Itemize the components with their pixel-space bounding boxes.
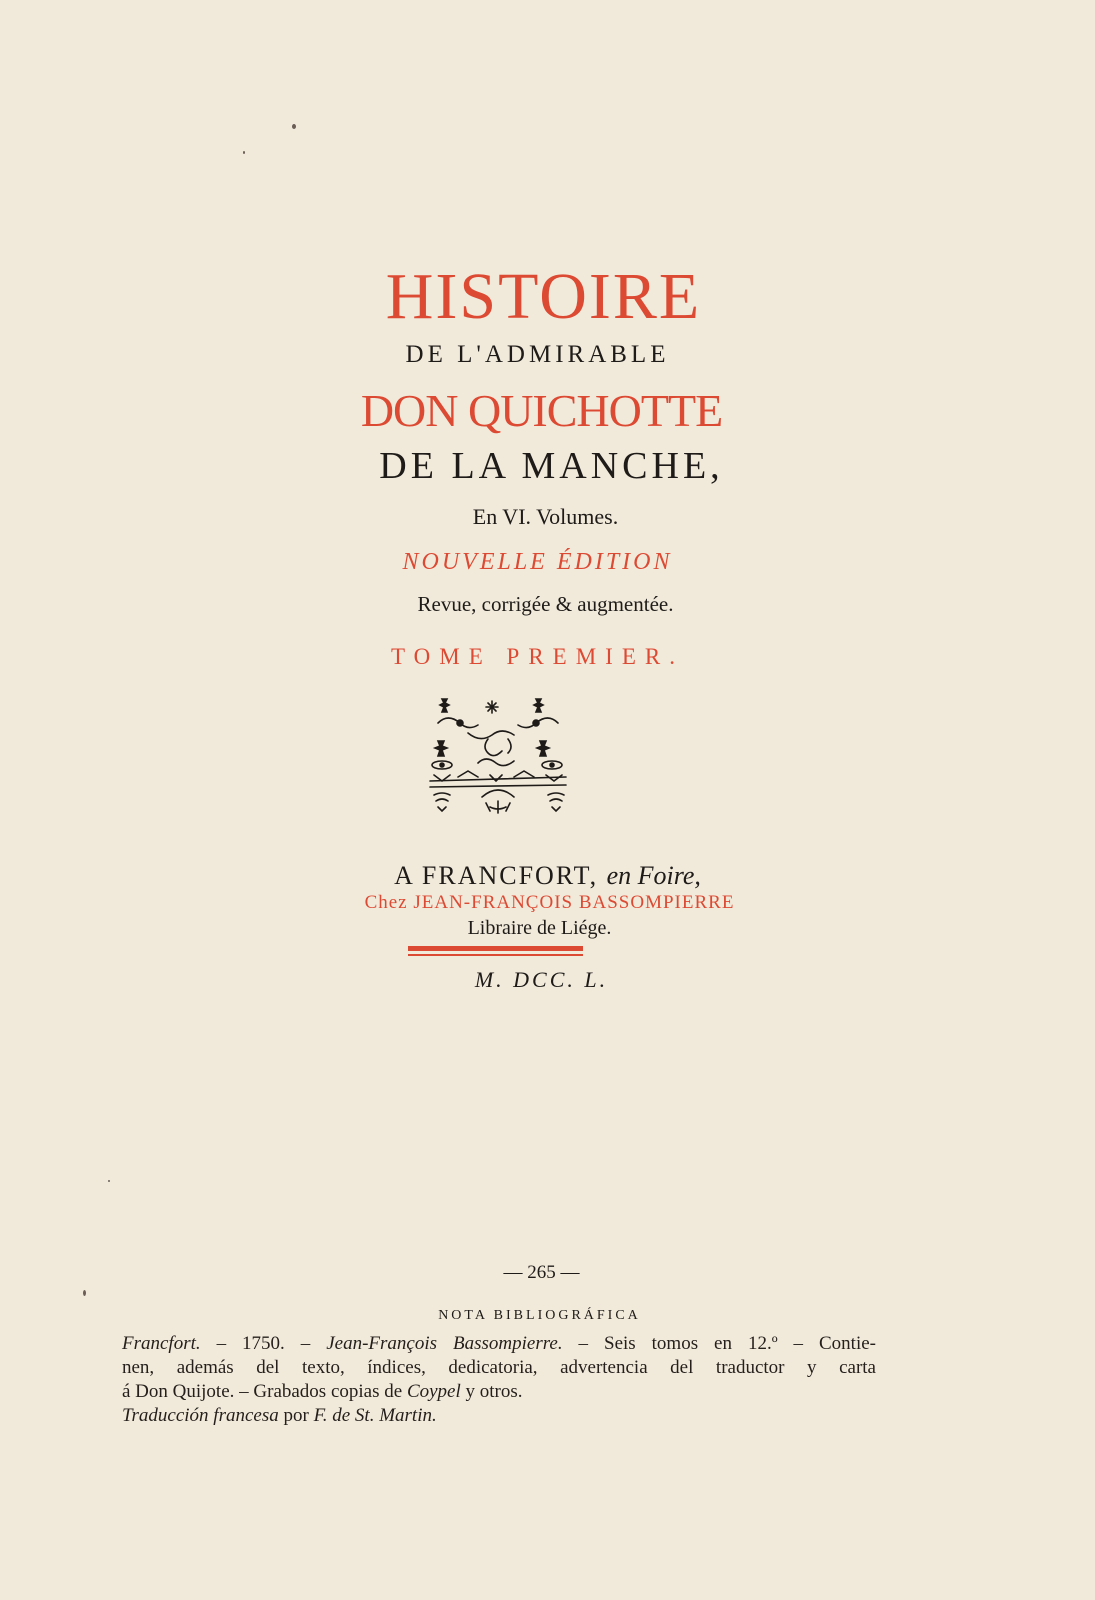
imprint-trade: Libraire de Liége.	[467, 917, 612, 939]
paper-speck	[83, 1290, 86, 1296]
nota-printer: Jean-François Bassompierre.	[326, 1333, 563, 1354]
title-revue: Revue, corrigée & augmentée.	[417, 592, 674, 616]
imprint-place-text: A FRANCFORT,	[394, 861, 599, 890]
imprint-place	[0, 860, 1095, 892]
nota-others: y otros.	[460, 1381, 523, 1402]
paper-speck	[243, 151, 245, 154]
nota-year: – 1750. –	[200, 1333, 327, 1354]
imprint-date: M. DCC. L.	[474, 967, 609, 992]
title-de-la-manche: DE LA MANCHE,	[379, 445, 724, 487]
title-tome-premier: TOME PREMIER.	[391, 644, 684, 669]
paper-speck	[108, 1180, 110, 1182]
title-histoire: HISTOIRE	[385, 260, 702, 333]
nota-body	[122, 1332, 876, 1428]
title-nouvelle-edition: NOUVELLE ÉDITION	[402, 549, 673, 575]
nota-translator: F. de St. Martin.	[313, 1405, 437, 1426]
imprint-publisher: Chez JEAN-FRANÇOIS BASSOMPIERRE	[364, 892, 735, 913]
nota-line-1	[122, 1332, 876, 1356]
nota-place: Francfort.	[122, 1333, 201, 1354]
paper-speck	[292, 124, 296, 129]
page-number: — 265 —	[503, 1262, 580, 1283]
nota-coypel: Coypel	[406, 1381, 461, 1402]
nota-por: por	[278, 1405, 314, 1426]
red-rule-thick	[408, 946, 583, 951]
nota-line-3	[122, 1380, 876, 1404]
title-de-ladmirable: DE L'ADMIRABLE	[405, 341, 670, 368]
nota-engravings: á Don Quijote. – Grabados copias de	[122, 1381, 407, 1402]
red-rule-thin	[408, 954, 583, 956]
nota-translation: Traducción francesa	[122, 1405, 279, 1426]
fleuron-ornament-icon	[428, 693, 568, 823]
imprint-place-note: en Foire,	[606, 861, 701, 890]
nota-line-4	[122, 1404, 876, 1428]
nota-line-2: nen, además del texto, índices, dedicatoria, advertencia del traductor y carta	[122, 1357, 876, 1378]
title-don-quichotte: DON QUICHOTTE	[360, 385, 723, 436]
nota-heading: NOTA BIBLIOGRÁFICA	[438, 1308, 641, 1323]
title-volumes: En VI. Volumes.	[472, 504, 619, 529]
nota-volumes: – Seis tomos en 12.º – Contie-	[562, 1333, 876, 1354]
